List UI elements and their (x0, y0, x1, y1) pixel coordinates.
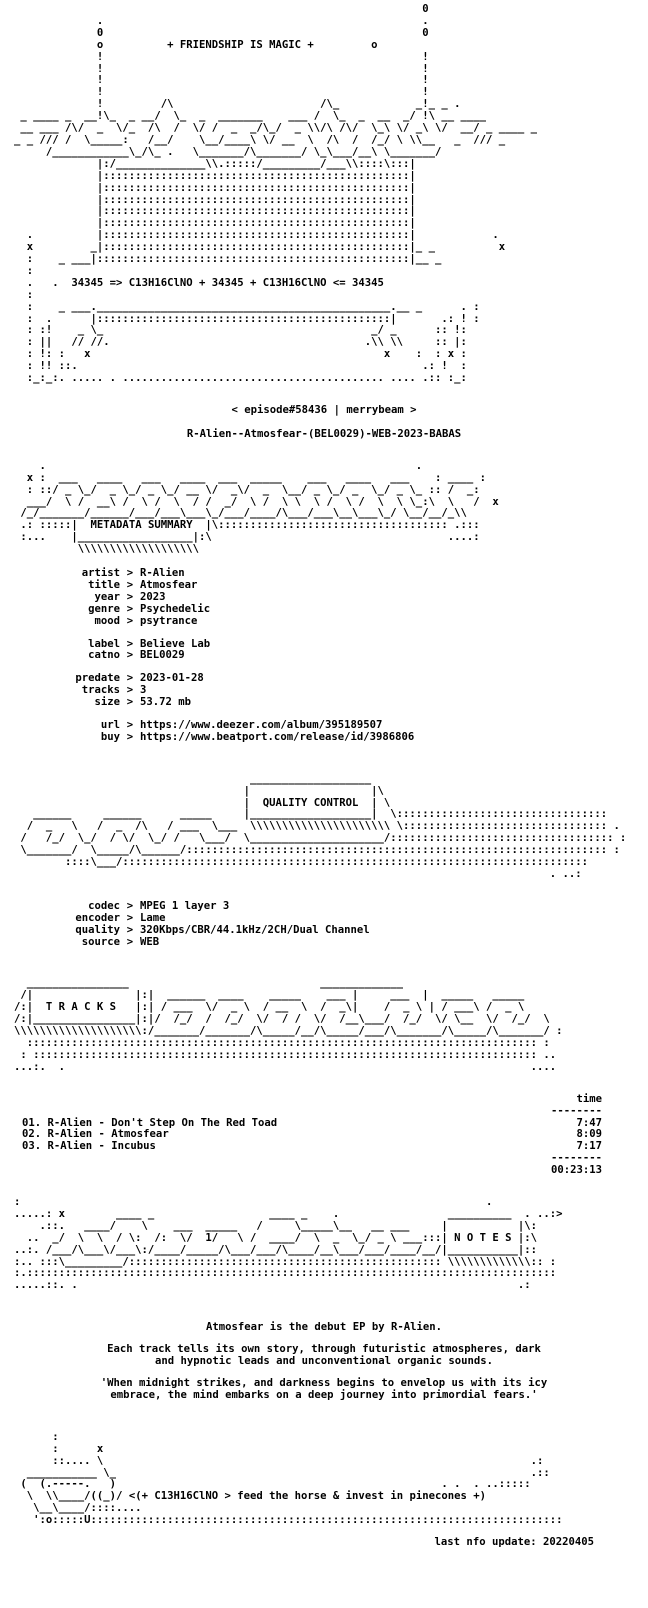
notes-quote-line: 'When midnight strikes, and darkness begins to envelop us with its icy (100, 1376, 548, 1389)
meta-buy: buy > https://www.beatport.com/release/id/3986806 (100, 730, 415, 743)
notes-intro: Atmosfear is the debut EP by R-Alien. (206, 1321, 442, 1334)
meta-label: label > Believe Lab (88, 637, 211, 650)
track-time: 7:47 (576, 1116, 602, 1129)
meta-year: year > 2023 (94, 590, 166, 603)
track-title: 02. R-Alien - Atmosfear (22, 1128, 169, 1141)
buy-link[interactable]: https://www.beatport.com/release/id/3986806 (140, 730, 415, 743)
total-rule: -------- (550, 1152, 602, 1165)
meta-mood: mood > psytrance (94, 614, 198, 627)
header-art: 0 . . 0 0 o + FRIENDSHIP IS MAGIC + o ! ! ! ! ! ! ! ! ! /\ /\_ _!_ _ . _ ____ _ __!\_ _ __/ \_ _ _______ ___ / \_ _ __ _/ !\ __ ____ __ ___ /\/ _ \/_ /\ / \/ / _ _/\_/ _ \\/\ /\/ \_\ \/ _\ \/ __/ _ ____ _ _ _ /// / \_____: /__/ \__/____\ \/ __ \ /\ / /_/ \ \\__ _ /// _ /____________\_/\_ . \_______/\_______/ \_\___/__\ \_______/ |:/______________\\.:::::/_________/___\\::::\:::| |::::::::::::::::::::::::::::::::::::::::::::::::| |::::::::::::::::::::::::::::::::::::::::::::::::| |::::::::::::::::::::::::::::::::::::::::::::::::| |::::::::::::::::::::::::::::::::::::::::::::::::| |::::::::::::::::::::::::::::::::::::::::::::::::| . |::::::::::::::::::::::::::::::::::::::::::::::::| . x _|::::::::::::::::::::::::::::::::::::::::::::::::|_ _ x : _ ___|:::::::::::::::::::::::::::::::::::::::::::::::::|__ _ : . . 34345 => C13H16ClNO + 34345 + C13H16ClNO <= 34345 : : _ ___.______________________________________________.__ _ . : : . |::::::::::::::::::::::::::::::::::::::::::::::| .: ! : : :! _ \_ _/ _ :: !: : || // //. .\\ \\ :: |: : !: : x x : : x : : !! ::. .: ! : :_:_:. ..... . ......................................... .... .:: :_: (14, 3, 537, 385)
nfo-document (14, 4, 634, 1549)
metadata-banner: . . x : ___ ____ ___ ____ ___ _____ ___ ____ ___ : ____ : : ::/ _ \_/ _ \_/ _ \_/ __ \/ _\/ _ \__/ _ \_/ _ \_/ _ \_ :: / _: ___/ \ / __\ / \ / \ / / _/ \ / \ \ \ / \ / \ \ \_:\ \ / x /_/_______/______/___/___\___\_/___/____/\___/___\__\___\_/ \__/__/_\\ .: :::::| METADATA SUMMARY |\:::::::::::::::::::::::::::::::::::: .::: :... |__________________|:\ ....: \\\\\\\\\\\\\\\\\\\ (20, 459, 499, 556)
quality-fields (58, 901, 634, 949)
horse-glyph: (_) (96, 1490, 117, 1503)
meta-size: size > 53.72 mb (94, 696, 192, 709)
notes-banner: : . .....: x ____ _ ____ _ . __________ . ..:> .::. ____/ \ ___ _____ / \_____\__ __ ___ | |\: .. _/ \ \ / \: /: \/ 1/ \ / ____/ \ _ \_/ _ \ ___:::| N O T E S |:\ ..:. /___/\___\/___\:/____/_____/\___/___/\____/__\___/___/____/__/|___________|:: :.. :::\_________/::::::::::::::::::::::::::::::::::::::::::::::::: \\\\\\\\\\\\\:: : :.::::::::::::::::::::::::::::::::::::::::::::::::::::::::::::::::::::::::::::::::::: .....::. . .: (14, 1196, 563, 1292)
metadata-fields (58, 568, 634, 744)
tagline: + FRIENDSHIP IS MAGIC + (167, 38, 314, 51)
q-quality: quality > 320Kbps/CBR/44.1kHz/2CH/Dual Channel (75, 923, 370, 936)
meta-genre: genre > Psychedelic (88, 602, 211, 615)
total-time: 00:23:13 (550, 1164, 602, 1177)
meta-tracks: tracks > 3 (81, 684, 147, 697)
q-source: source > WEB (81, 935, 160, 948)
notes-description-line: Each track tells its own story, through futuristic atmospheres, dark (107, 1343, 541, 1356)
notes-body (14, 1322, 634, 1402)
track-time: 8:09 (576, 1128, 602, 1141)
notes-quote-line: embrace, the mind embarks on a deep journey into primordial fears.' (110, 1388, 538, 1401)
release-name: R-Alien--Atmosfear-(BEL0029)-WEB-2023-BABAS (186, 427, 462, 440)
quality-title: QUALITY CONTROL (262, 796, 359, 809)
metadata-title: METADATA SUMMARY (90, 519, 193, 532)
tracks-banner: ________________ _____________ /| |:| ______ ____ _____ ___ | ___ | _____ _____ /:| T R A C K S |:| / ___ \/ _ \ / __ \ / _\| / _ \ | / ___\ / _ \ /:|________________|:|/ /_/ / /_/ \/ / / \/ /__\___/ /_/ \/ \__ \/ /_/ \ \\\\\\\\\\\\\\\\\\\\:/_______/_______/\_____/__/\_____/___/\_______/\_____/\_______/ : :::::::::::::::::::::::::::::::::::::::::::::::::::::::::::::::::::::::::::::::: : : ::::::::::::::::::::::::::::::::::::::::::::::::::::::::::::::::::::::::::::::: .. ...:. . .... (14, 977, 563, 1073)
notes-description-line: and hypnotic leads and unconventional organic sounds. (154, 1355, 494, 1368)
track-row (22, 1141, 602, 1153)
last-update: last nfo update: 20220405 (434, 1536, 594, 1549)
notes-title: N O T E S (454, 1231, 512, 1244)
tracks-title: T R A C K S (45, 1001, 117, 1014)
formula: 34345 => C13H16ClNO + 34345 + C13H16ClNO <= 34345 (71, 276, 384, 289)
meta-catno: catno > BEL0029 (88, 649, 185, 662)
footer-art: : : x ::.... \ .: ___________ \_ .:: ( (.-----. ) . . . ..::::: \ \\____/((_)/ <(+ C13H16ClNO > feed the horse & invest in pinecones +) \__\____/::::.... ':o:::::U:::::::::::::::::::::::::::::::::::::::::::::::::::::::::::::::::::::::::: (20, 1430, 563, 1527)
url-link[interactable]: https://www.deezer.com/album/395189507 (140, 718, 383, 731)
meta-artist: artist > R-Alien (81, 567, 185, 580)
track-title: 03. R-Alien - Incubus (22, 1140, 156, 1153)
track-title: 01. R-Alien - Don't Step On The Red Toad (22, 1116, 278, 1129)
tracklist (22, 1094, 602, 1177)
footer-tagline: <(+ C13H16ClNO > feed the horse & invest in pinecones +) (128, 1490, 486, 1503)
episode-line: < episode#58436 | merrybeam > (231, 404, 417, 416)
time-rule: -------- (550, 1104, 602, 1117)
meta-url: url > https://www.deezer.com/album/395189507 (100, 718, 383, 731)
q-codec: codec > MPEG 1 layer 3 (88, 899, 230, 912)
track-time: 7:17 (576, 1140, 602, 1153)
meta-predate: predate > 2023-01-28 (75, 672, 204, 685)
q-encoder: encoder > Lame (75, 911, 166, 924)
time-header: time (576, 1092, 602, 1105)
meta-title: title > Atmosfear (88, 578, 198, 591)
quality-banner: ___________________ | |\ | QUALITY CONTROL | \ ______ ______ _____ |___________________| \::::::::::::::::::::::::::::::::: / _ \ / _ /\ / ___ \___ \\\\\\\\\\\\\\\\\\\\\\ \:::::::::::::::::::::::::::::::: . / /_/ \_/ / \/ \_/ / \___/ \_____________________/::::::::::::::::::::::::::::::::::: : \_______/ \_____/\______/:::::::::::::::::::::::::::::::::::::::::::::::::::::::::::::::::: : ::::\___/::::::::::::::::::::::::::::::::::::::::::::::::::::::::::::::::::::::::: . ..: (20, 772, 627, 880)
